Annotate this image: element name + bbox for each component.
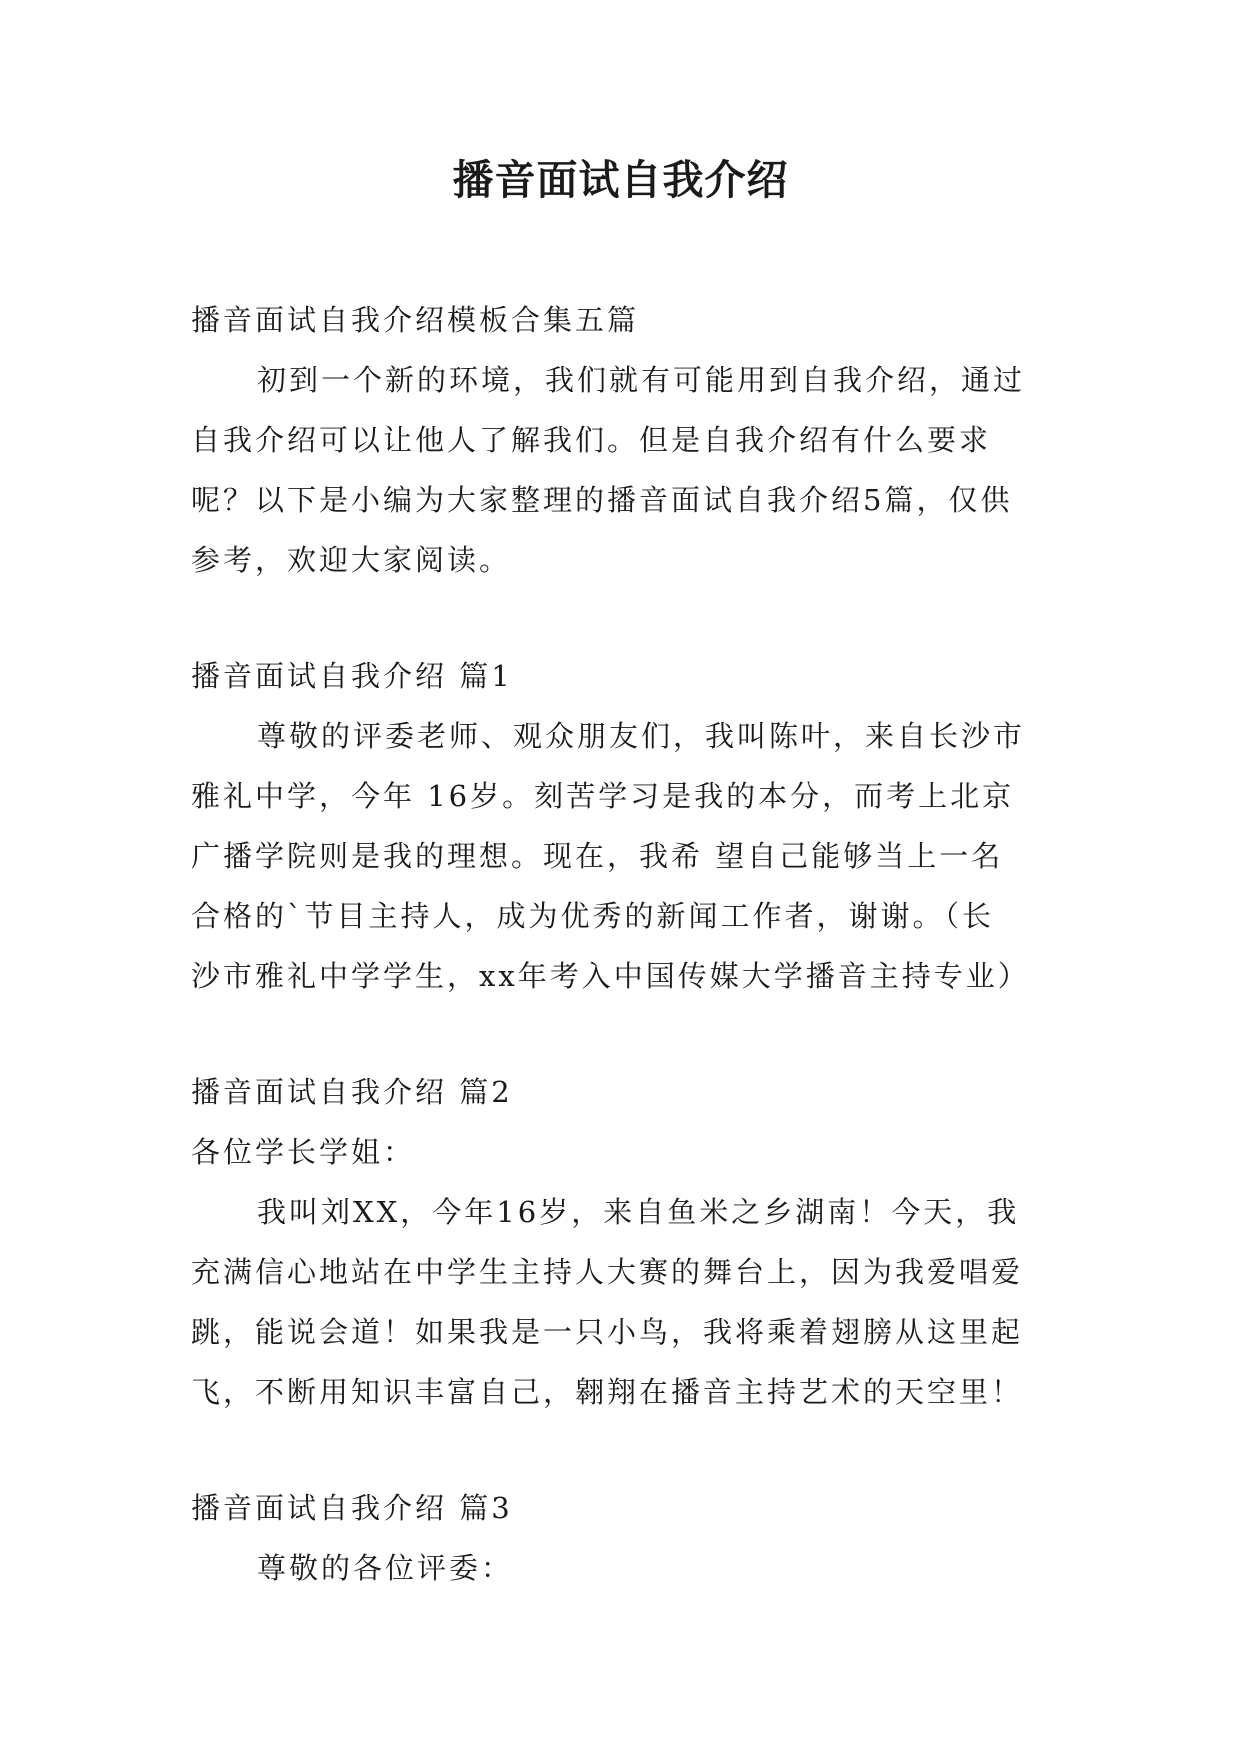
- paragraph-line: 参考，欢迎大家阅读。: [191, 543, 512, 577]
- paragraph-line: 尊敬的评委老师、观众朋友们，我叫陈叶，来自长沙市: [257, 719, 1026, 753]
- spacer: [191, 1422, 1061, 1478]
- section-heading: 播音面试自我介绍 篇1: [191, 659, 513, 693]
- document-body: [191, 290, 1061, 1598]
- greeting-line: 各位学长学姐：: [191, 1135, 416, 1169]
- section-1: [191, 646, 1061, 1006]
- section-heading: 播音面试自我介绍 篇2: [191, 1075, 513, 1109]
- paragraph-line: 跳，能说会道！如果我是一只小鸟，我将乘着翅膀从这里起: [191, 1315, 1024, 1349]
- paragraph-line: 我叫刘XX，今年16岁，来自鱼米之乡湖南！今天，我: [257, 1195, 1020, 1229]
- paragraph-line: 合格的`节目主持人，成为优秀的新闻工作者，谢谢。（长: [191, 899, 995, 933]
- section-3: [191, 1478, 1061, 1598]
- paragraph-line: 呢？以下是小编为大家整理的播音面试自我介绍5篇，仅供: [191, 483, 1013, 517]
- paragraph-line: 初到一个新的环境，我们就有可能用到自我介绍，通过: [257, 363, 1026, 397]
- paragraph-line: 自我介绍可以让他人了解我们。但是自我介绍有什么要求: [191, 423, 992, 457]
- subtitle: 播音面试自我介绍模板合集五篇: [191, 303, 640, 337]
- section-heading: 播音面试自我介绍 篇3: [191, 1491, 513, 1525]
- paragraph-line: 雅礼中学，今年 16岁。刻苦学习是我的本分，而考上北京: [191, 779, 1015, 813]
- document-title: 播音面试自我介绍: [452, 156, 789, 204]
- spacer: [191, 1006, 1061, 1062]
- paragraph-line: 沙市雅礼中学学生，xx年考入中国传媒大学播音主持专业）: [191, 959, 1030, 993]
- paragraph-line: 飞，不断用知识丰富自己，翱翔在播音主持艺术的天空里！: [191, 1375, 1024, 1409]
- intro-paragraph: [191, 350, 1061, 590]
- paragraph-line: 充满信心地站在中学生主持人大赛的舞台上，因为我爱唱爱: [191, 1255, 1024, 1289]
- greeting-line: 尊敬的各位评委：: [257, 1551, 514, 1585]
- paragraph-line: 广播学院则是我的理想。现在，我希 望自己能够当上一名: [191, 839, 1004, 873]
- section-2: [191, 1062, 1061, 1422]
- spacer: [191, 590, 1061, 646]
